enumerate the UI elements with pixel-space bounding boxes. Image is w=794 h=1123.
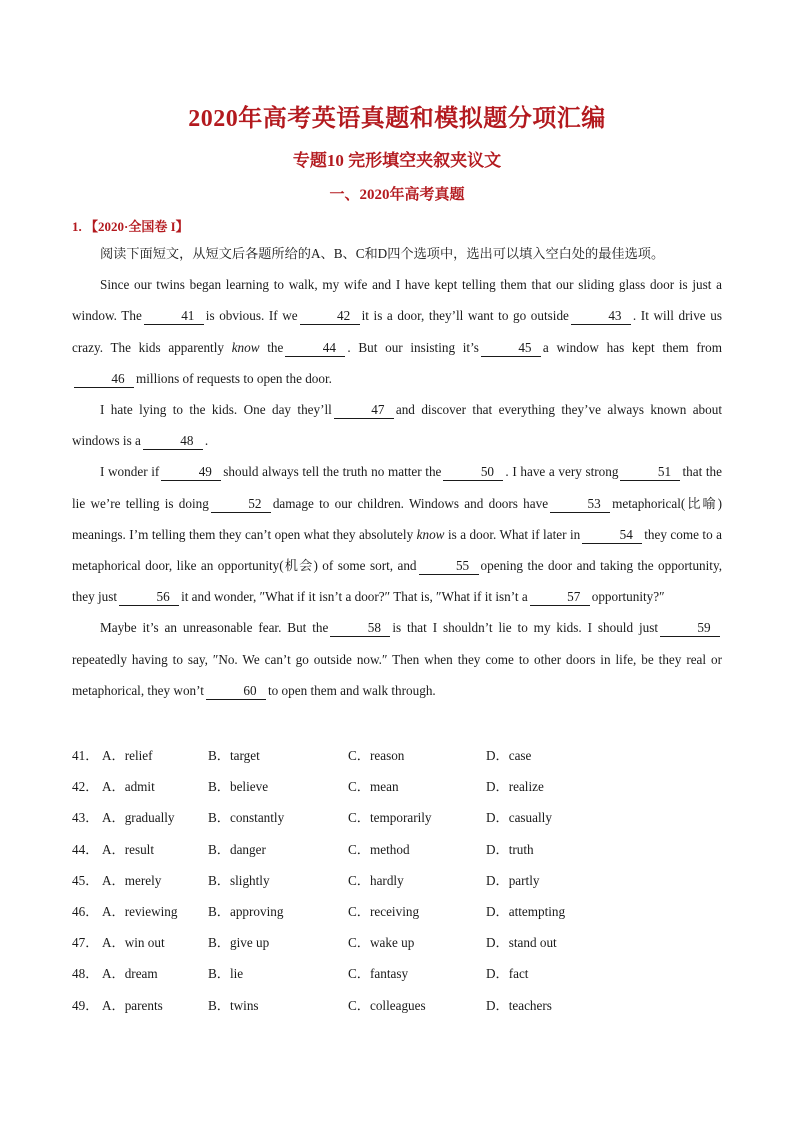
option-a: A．relief <box>102 748 153 763</box>
passage-text: should always tell the truth no matter the <box>223 464 442 480</box>
section-heading: 一、2020年高考真题 <box>329 187 465 203</box>
answer-options <box>72 740 722 1021</box>
option-d: D．attempting <box>486 903 566 919</box>
emphasis-know: know <box>416 526 445 542</box>
option-d: D．partly <box>486 872 540 888</box>
question-number: 48． <box>72 966 99 982</box>
option-row <box>72 802 722 833</box>
passage-text: they come to a metaphorical door, like an opportunity(机会) of some sort, and <box>72 526 722 574</box>
option-c: C．hardly <box>348 872 404 888</box>
option-c: C．wake up <box>348 935 415 951</box>
option-row <box>72 865 722 896</box>
question-number: 45． <box>72 872 99 888</box>
option-c: C．colleagues <box>348 997 426 1013</box>
blank-41: 41 <box>144 308 204 325</box>
option-b: B．twins <box>208 997 259 1013</box>
option-a: A．merely <box>102 872 162 888</box>
option-d: D．case <box>486 748 532 763</box>
option-row <box>72 771 722 802</box>
blank-60: 60 <box>206 683 266 700</box>
blank-55: 55 <box>419 558 479 575</box>
blank-45: 45 <box>481 340 541 357</box>
passage-paragraph-1 <box>72 269 722 394</box>
option-d: D．teachers <box>486 997 552 1013</box>
option-c: C．method <box>348 841 410 857</box>
passage-text: it is a door, they’ll want to go outside <box>361 308 569 324</box>
passage-text: . I have a very strong <box>505 464 619 480</box>
option-b: B．give up <box>208 935 270 951</box>
option-d: D．fact <box>486 966 529 982</box>
question-number: 49． <box>72 997 99 1013</box>
option-a: A．result <box>102 841 155 857</box>
passage-text: is a door. What if later in <box>447 526 581 542</box>
passage-text: . But our insisting it’s <box>347 339 479 355</box>
passage-text: and discover that everything they’ve always known about windows is a <box>72 402 722 449</box>
passage-text: millions of requests to open the door. <box>136 370 332 386</box>
option-c: C．temporarily <box>348 810 432 826</box>
option-d: D．truth <box>486 841 534 857</box>
option-d: D．stand out <box>486 935 557 951</box>
passage-text: the <box>267 339 284 355</box>
question-number: 46． <box>72 903 99 919</box>
option-c: C．fantasy <box>348 966 409 982</box>
blank-50: 50 <box>443 464 503 481</box>
option-b: B．target <box>208 748 260 763</box>
blank-42: 42 <box>300 308 360 325</box>
blank-53: 53 <box>550 496 610 513</box>
option-a: A．reviewing <box>102 903 178 919</box>
option-b: B．lie <box>208 966 244 982</box>
option-a: A．admit <box>102 779 155 795</box>
passage-text: I hate lying to the kids. One day they’ll <box>100 402 332 418</box>
blank-49: 49 <box>161 464 221 481</box>
passage-paragraph-4 <box>72 612 722 706</box>
passage-text: is obvious. If we <box>205 308 298 324</box>
question-number: 44． <box>72 841 99 857</box>
passage-text: I wonder if <box>100 464 160 480</box>
option-d: D．realize <box>486 779 544 795</box>
option-row <box>72 740 722 771</box>
page-title: 2020年高考英语真题和模拟题分项汇编 <box>188 106 606 132</box>
passage-text: is that I shouldn’t lie to my kids. I should just <box>392 620 659 636</box>
blank-46: 46 <box>74 371 134 388</box>
passage-text: . It will drive us crazy. The kids apparently <box>72 308 722 355</box>
blank-54: 54 <box>582 527 642 544</box>
option-row <box>72 958 722 989</box>
question-source-tag: 1. 【2020·全国卷 I】 <box>72 219 189 234</box>
passage-text: repeatedly having to say, ″No. We can’t go outside now.″ Then when they come to other doors in life, be they real or metaphorical, they won’t <box>72 651 722 698</box>
option-b: B．slightly <box>208 872 270 888</box>
passage-text: . <box>204 433 209 449</box>
question-number: 42． <box>72 779 99 795</box>
option-a: A．dream <box>102 966 158 982</box>
passage-text: that the lie we’re telling is doing <box>72 464 722 511</box>
passage-text: opportunity?″ <box>591 589 665 605</box>
option-c: C．receiving <box>348 903 420 919</box>
passage-text: damage to our children. Windows and doors have <box>272 495 549 511</box>
question-number: 43． <box>72 810 99 826</box>
blank-43: 43 <box>571 308 631 325</box>
option-row <box>72 896 722 927</box>
passage-text: a window has kept them from <box>542 339 723 355</box>
topic-subtitle: 专题10 完形填空夹叙夹议文 <box>292 151 502 170</box>
option-a: A．gradually <box>102 810 175 826</box>
option-b: B．danger <box>208 841 266 857</box>
option-row <box>72 834 722 865</box>
blank-58: 58 <box>330 620 390 637</box>
passage-paragraph-2 <box>72 394 722 456</box>
option-a: A．win out <box>102 935 165 951</box>
passage-text: it and wonder, ″What if it isn’t a door?″ That is, ″What if it isn’t a <box>181 589 528 605</box>
option-b: B．approving <box>208 903 284 919</box>
blank-57: 57 <box>530 589 590 606</box>
question-number: 41． <box>72 748 99 763</box>
blank-52: 52 <box>211 496 271 513</box>
blank-48: 48 <box>143 433 203 450</box>
emphasis-know: know <box>231 339 260 355</box>
passage-text: metaphorical(比喻) meanings. I’m telling them they can’t open what they absolutely <box>72 495 722 542</box>
cloze-passage <box>72 238 722 706</box>
option-c: C．reason <box>348 748 405 763</box>
passage-text: to open them and walk through. <box>267 682 436 698</box>
option-d: D．casually <box>486 810 552 826</box>
passage-text: opening the door and taking the opportunity, they just <box>72 558 722 605</box>
blank-56: 56 <box>119 589 179 606</box>
option-b: B．constantly <box>208 810 285 826</box>
option-c: C．mean <box>348 779 399 795</box>
question-number: 47． <box>72 935 99 951</box>
blank-47: 47 <box>334 402 394 419</box>
passage-text: Maybe it’s an unreasonable fear. But the <box>100 620 329 636</box>
blank-44: 44 <box>285 340 345 357</box>
blank-59: 59 <box>660 620 720 637</box>
option-row <box>72 990 722 1021</box>
instruction-paragraph: 阅读下面短文，从短文后各题所给的A、B、C和D四个选项中，选出可以填入空白处的最佳选项。 <box>100 246 665 261</box>
option-a: A．parents <box>102 997 163 1013</box>
passage-paragraph-3 <box>72 456 722 612</box>
option-b: B．believe <box>208 779 269 795</box>
blank-51: 51 <box>620 464 680 481</box>
passage-text: Since our twins began learning to walk, my wife and I have kept telling them that our sliding glass door is just a window. The <box>72 277 722 324</box>
option-row <box>72 927 722 958</box>
